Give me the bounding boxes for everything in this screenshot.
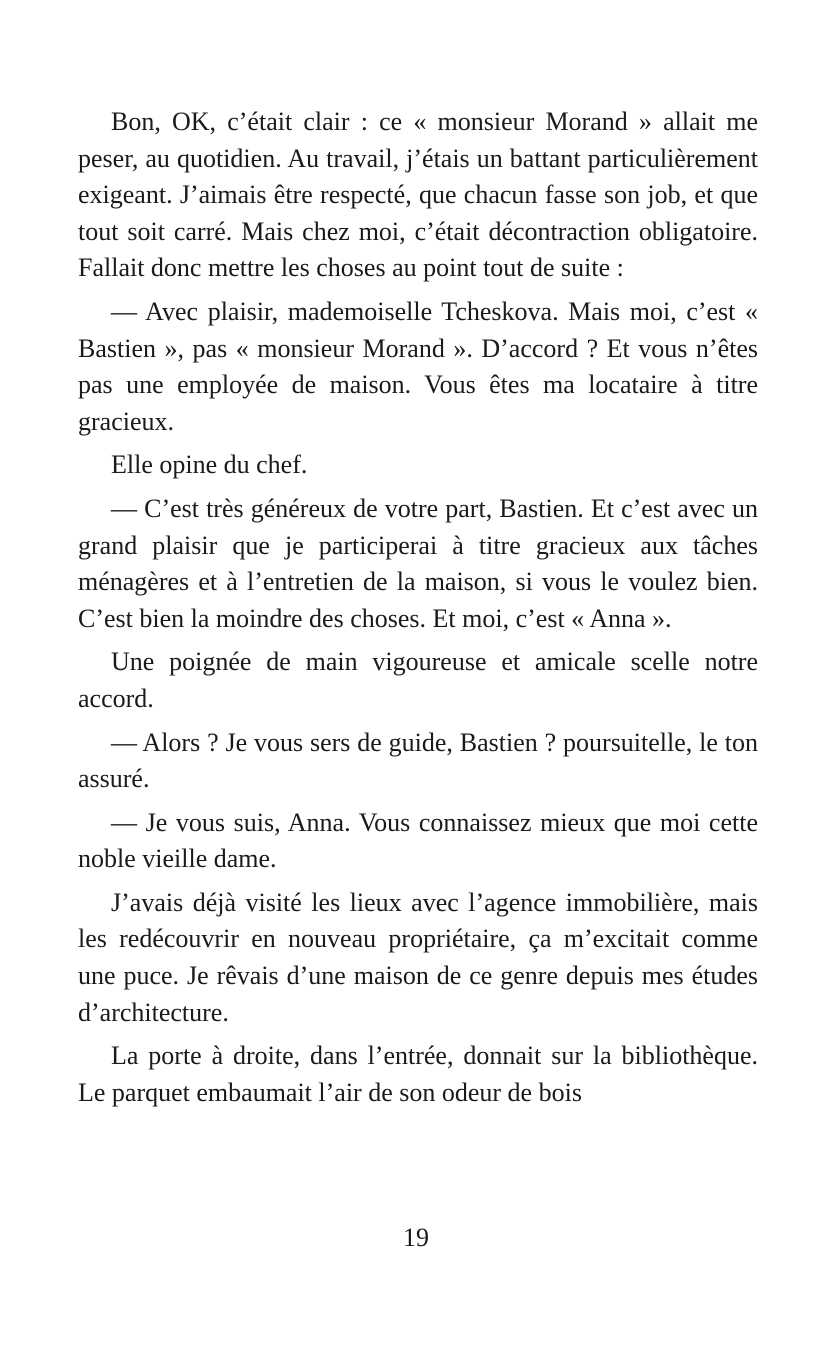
page-number: 19 (403, 1223, 429, 1252)
paragraph: — Je vous suis, Anna. Vous connaissez mieux que moi cette noble vieille dame. (78, 807, 758, 874)
paragraph: Bon, OK, c’était clair : ce « monsieur Morand » allait me peser, au quotidien. Au travail, j’étais un battant particulièrement exigeant. J’aimais être respecté, que chacun fasse son job, et que tout soit carré. Mais chez moi, c’était décontraction obligatoire. Fallait donc mettre les choses au point tout de suite : (78, 107, 758, 283)
paragraph: J’avais déjà visité les lieux avec l’agence immobilière, mais les redécouvrir en nouveau propriétaire, ça m’excitait comme une puce. Je rêvais d’une maison de ce genre depuis mes études d’architecture. (78, 887, 758, 1027)
body-text (78, 104, 758, 1118)
paragraph: — Avec plaisir, mademoiselle Tcheskova. Mais moi, c’est « Bastien », pas « monsieur Morand ». D’accord ? Et vous n’êtes pas une employée de maison. Vous êtes ma locataire à titre gracieux. (78, 296, 758, 436)
paragraph: — C’est très généreux de votre part, Bastien. Et c’est avec un grand plaisir que je participerai à titre gracieux aux tâches ménagères et à l’entretien de la maison, si vous le voulez bien. C’est bien la moindre des choses. Et moi, c’est « Anna ». (78, 493, 758, 633)
paragraph: Une poignée de main vigoureuse et amicale scelle notre accord. (78, 647, 758, 713)
paragraph: — Alors ? Je vous sers de guide, Bastien ? poursuitelle, le ton assuré. (78, 727, 758, 794)
paragraph: Elle opine du chef. (111, 450, 308, 480)
paragraph: La porte à droite, dans l’entrée, donnait sur la bibliothèque. Le parquet embaumait l’air de son odeur de bois (78, 1041, 758, 1107)
